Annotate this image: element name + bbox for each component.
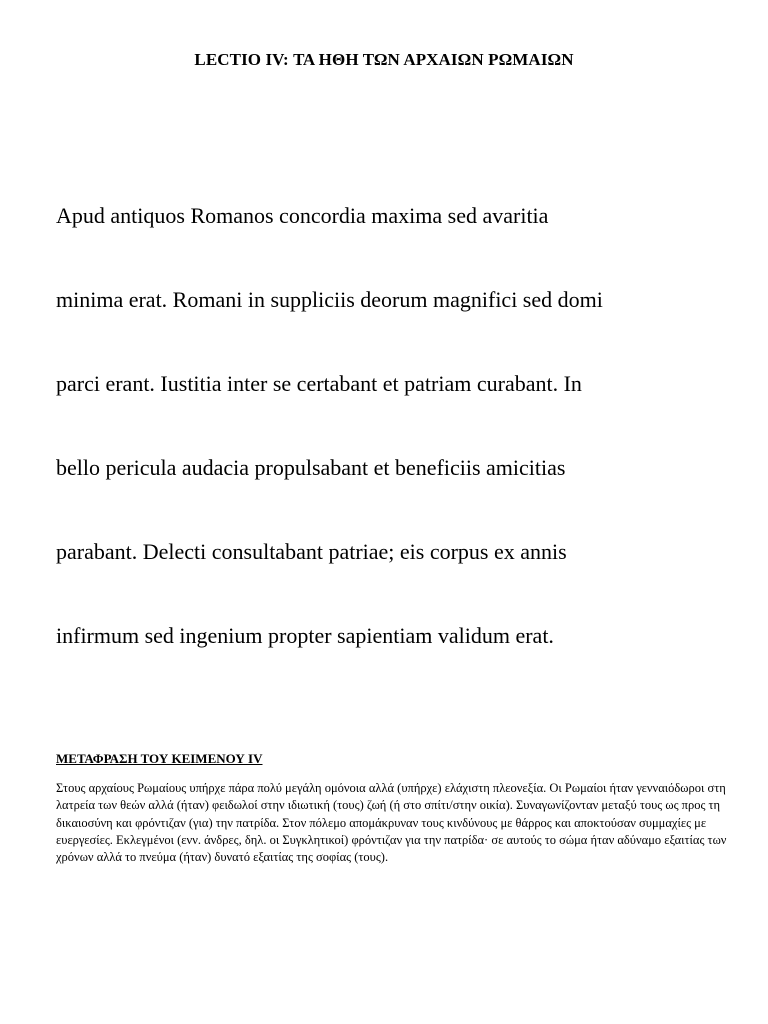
latin-line: minima erat. Romani in suppliciis deorum magnifici sed domi	[56, 287, 603, 312]
latin-line: parabant. Delecti consultabant patriae; eis corpus ex annis	[56, 539, 567, 564]
latin-text	[56, 196, 746, 700]
latin-line: bello pericula audacia propulsabant et beneficiis amicitias	[56, 455, 566, 480]
translation-heading: ΜΕΤΑΦΡΑΣΗ ΤΟΥ ΚΕΙΜΕΝΟΥ IV	[56, 751, 263, 766]
latin-line: infirmum sed ingenium propter sapientiam validum erat.	[56, 623, 554, 648]
translation-paragraph: Στους αρχαίους Ρωμαίους υπήρχε πάρα πολύ μεγάλη ομόνοια αλλά (υπήρχε) ελάχιστη πλεονεξία. Οι Ρωμαίοι ήταν γενναιόδωροι στη λατρεία των θεών αλλά (ήταν) φειδωλοί στην ιδιωτική (τους) ζωή (ή στο σπίτι/στην οικία). Συναγωνίζονταν μεταξύ τους ως προς τη δικαιοσύνη και φρόντιζαν (για) την πατρίδα. Στον πόλεμο απομάκρυναν τους κινδύνους με θάρρος και αποκτούσαν συμμαχίες με ευεργεσίες. Εκλεγμένοι (ενν. άνδρες, δηλ. οι Συγκλητικοί) φρόντιζαν για την πατρίδα· σε αυτούς το σώμα ήταν αδύναμο εξαιτίας των χρόνων αλλά το πνεύμα (ήταν) δυνατό εξαιτίας της σοφίας (τους).	[56, 781, 727, 865]
latin-line: parci erant. Iustitia inter se certabant et patriam curabant. In	[56, 371, 582, 396]
latin-line: Apud antiquos Romanos concordia maxima sed avaritia	[56, 203, 549, 228]
document-title: LECTIO IV: ΤΑ ΗΘΗ ΤΩΝ ΑΡΧΑΙΩΝ ΡΩΜΑΙΩΝ	[194, 50, 574, 69]
